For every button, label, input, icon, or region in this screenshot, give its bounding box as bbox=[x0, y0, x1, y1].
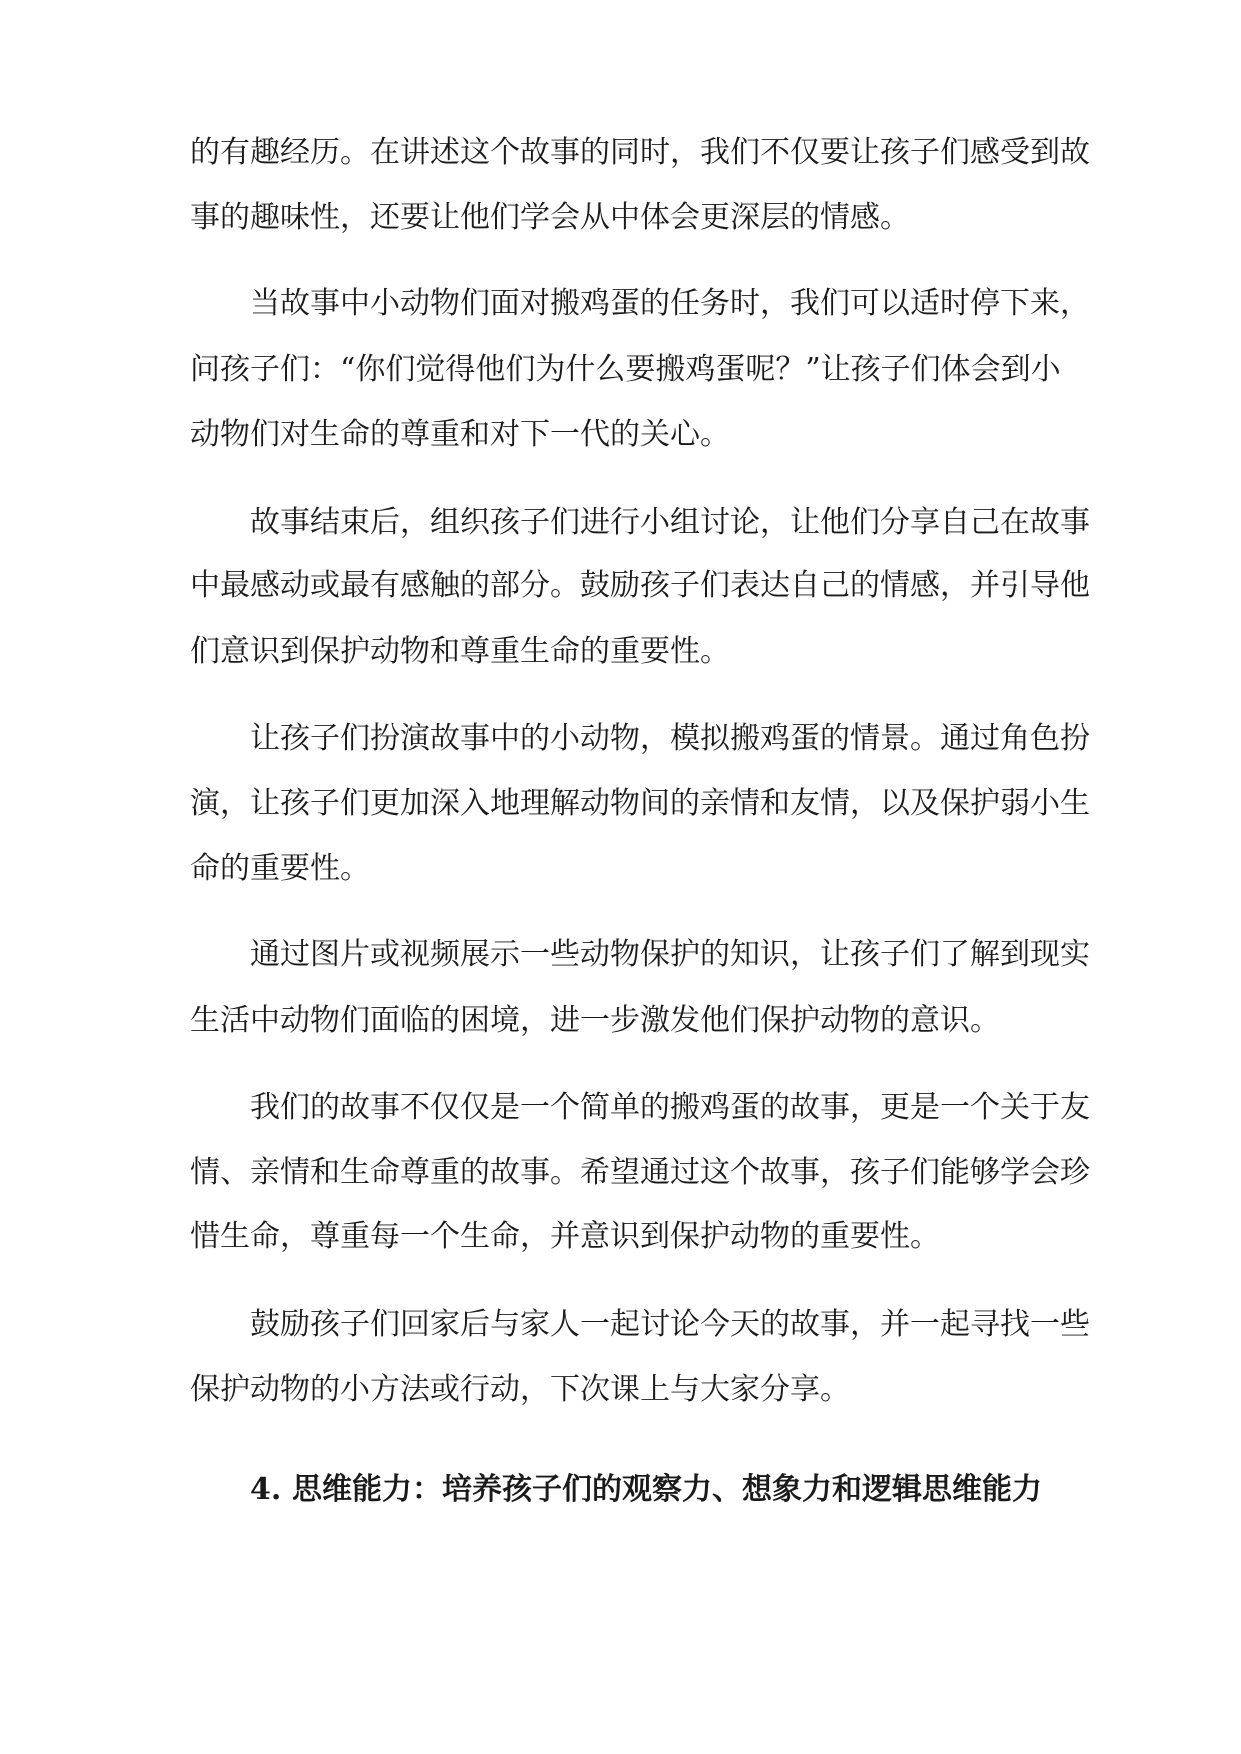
text-line: 动物们对生命的尊重和对下一代的关心。 bbox=[190, 417, 730, 452]
text-line: 问孩子们：“你们觉得他们为什么要搬鸡蛋呢？”让孩子们体会到小 bbox=[190, 352, 1061, 387]
section-title: 思维能力：培养孩子们的观察力、想象力和逻辑思维能力 bbox=[292, 1472, 1042, 1507]
text-line: 生活中动物们面临的困境，进一步激发他们保护动物的意识。 bbox=[190, 1003, 1000, 1038]
paragraph-first-line: 故事结束后，组织孩子们进行小组讨论，让他们分享自己在故事 bbox=[250, 505, 1090, 540]
paragraph-first-line: 我们的故事不仅仅是一个简单的搬鸡蛋的故事，更是一个关于友 bbox=[250, 1090, 1090, 1125]
text-line: 们意识到保护动物和尊重生命的重要性。 bbox=[190, 634, 730, 669]
text-line: 的有趣经历。在讲述这个故事的同时，我们不仅要让孩子们感受到故 bbox=[190, 135, 1090, 170]
paragraph-first-line: 让孩子们扮演故事中的小动物，模拟搬鸡蛋的情景。通过角色扮 bbox=[250, 721, 1090, 756]
text-line: 中最感动或最有感触的部分。鼓励孩子们表达自己的情感，并引导他 bbox=[190, 568, 1090, 603]
paragraph-first-line: 当故事中小动物们面对搬鸡蛋的任务时，我们可以适时停下来， bbox=[250, 286, 1090, 321]
section-number: 4. bbox=[250, 1472, 282, 1507]
text-line: 情、亲情和生命尊重的故事。希望通过这个故事，孩子们能够学会珍 bbox=[190, 1155, 1090, 1190]
text-line: 命的重要性。 bbox=[190, 851, 370, 886]
paragraph-first-line: 通过图片或视频展示一些动物保护的知识，让孩子们了解到现实 bbox=[250, 937, 1090, 972]
section-heading bbox=[250, 1470, 1042, 1510]
text-line: 演，让孩子们更加深入地理解动物间的亲情和友情，以及保护弱小生 bbox=[190, 786, 1090, 821]
text-line: 事的趣味性，还要让他们学会从中体会更深层的情感。 bbox=[190, 200, 910, 235]
paragraph-first-line: 鼓励孩子们回家后与家人一起讨论今天的故事，并一起寻找一些 bbox=[250, 1307, 1090, 1342]
text-line: 惜生命，尊重每一个生命，并意识到保护动物的重要性。 bbox=[190, 1219, 940, 1254]
text-line: 保护动物的小方法或行动，下次课上与大家分享。 bbox=[190, 1372, 850, 1407]
